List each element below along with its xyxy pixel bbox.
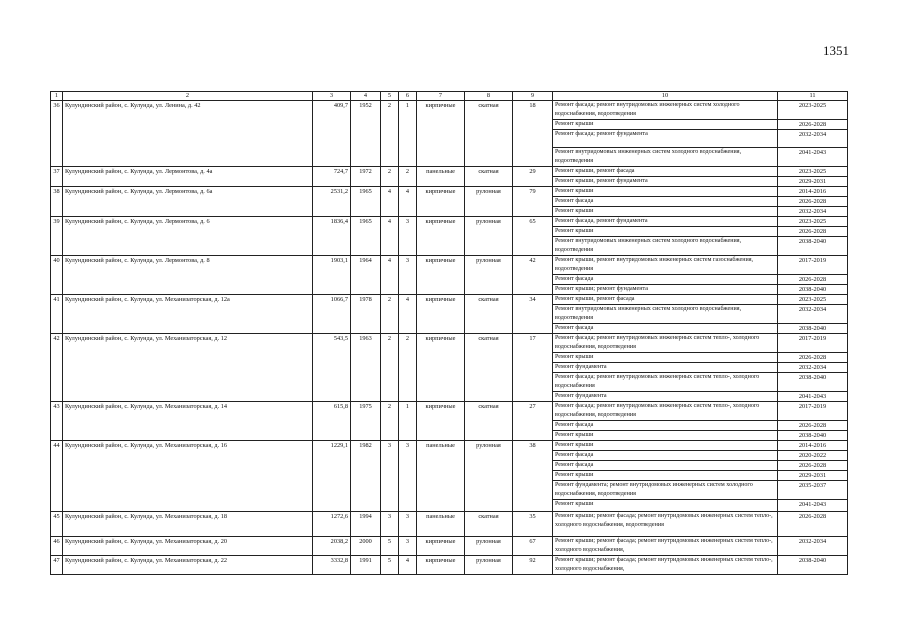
entrances-cell: 4 <box>399 187 417 217</box>
floors-cell: 2 <box>381 295 399 334</box>
repair-work-cell: Ремонт крыши <box>553 431 778 441</box>
year-cell: 1994 <box>351 512 381 537</box>
roof-type-cell: рулонная <box>465 187 513 217</box>
wall-material-cell: панельные <box>417 441 465 512</box>
area-cell: 1272,6 <box>313 512 351 537</box>
area-cell: 2038,2 <box>313 537 351 556</box>
entrances-cell: 3 <box>399 256 417 295</box>
entrances-cell: 2 <box>399 167 417 187</box>
repair-work-cell: Ремонт крыши <box>553 471 778 481</box>
apartments-cell: 38 <box>513 441 553 512</box>
area-cell: 724,7 <box>313 167 351 187</box>
apartments-cell: 17 <box>513 334 553 402</box>
floors-cell: 5 <box>381 537 399 556</box>
apartments-cell: 35 <box>513 512 553 537</box>
apartments-cell: 92 <box>513 556 553 575</box>
address-cell: Кулундинский район, с. Кулунда, ул. Механизаторская, д. 20 <box>63 537 313 556</box>
repair-period-cell: 2023-2025 <box>778 217 848 227</box>
repair-period-cell: 2026-2028 <box>778 512 848 537</box>
area-cell: 1836,4 <box>313 217 351 256</box>
row-number: 39 <box>51 217 63 256</box>
repair-period-cell: 2017-2019 <box>778 402 848 421</box>
entrances-cell: 1 <box>399 101 417 167</box>
year-cell: 1978 <box>351 295 381 334</box>
row-number: 38 <box>51 187 63 217</box>
table-row <box>51 256 848 275</box>
repair-work-cell: Ремонт крыши, ремонт фундамента <box>553 177 778 187</box>
repair-period-cell: 2029-2031 <box>778 471 848 481</box>
repair-period-cell: 2014-2016 <box>778 187 848 197</box>
roof-type-cell: скатная <box>465 101 513 167</box>
row-number: 41 <box>51 295 63 334</box>
wall-material-cell: панельные <box>417 167 465 187</box>
repair-period-cell: 2026-2028 <box>778 275 848 285</box>
area-cell: 615,8 <box>313 402 351 441</box>
repair-period-cell: 2026-2028 <box>778 197 848 207</box>
repair-period-cell: 2035-2037 <box>778 481 848 500</box>
repair-work-cell: Ремонт фасада; ремонт внутридомовых инженерных систем тепло-, холодного водоснабжения, водоотведения <box>553 334 778 353</box>
table-row <box>51 295 848 305</box>
apartments-cell: 67 <box>513 537 553 556</box>
apartments-cell: 65 <box>513 217 553 256</box>
roof-type-cell: рулонная <box>465 256 513 295</box>
entrances-cell: 2 <box>399 334 417 402</box>
wall-material-cell: кирпичные <box>417 334 465 402</box>
repair-period-cell: 2038-2040 <box>778 373 848 392</box>
area-cell: 2531,2 <box>313 187 351 217</box>
column-number: 6 <box>399 92 417 101</box>
repair-work-cell: Ремонт крыши <box>553 207 778 217</box>
repair-work-cell: Ремонт фасада, ремонт фундамента <box>553 217 778 227</box>
address-cell: Кулундинский район, с. Кулунда, ул. Механизаторская, д. 12 <box>63 334 313 402</box>
table-row <box>51 537 848 556</box>
repair-period-cell: 2038-2040 <box>778 556 848 575</box>
repair-period-cell: 2029-2031 <box>778 177 848 187</box>
floors-cell: 2 <box>381 101 399 167</box>
apartments-cell: 34 <box>513 295 553 334</box>
column-number: 7 <box>417 92 465 101</box>
repair-work-cell: Ремонт внутридомовых инженерных систем холодного водоснабжения, водоотведения <box>553 148 778 167</box>
entrances-cell: 3 <box>399 441 417 512</box>
address-cell: Кулундинский район, с. Кулунда, ул. Лермонтова, д. 8 <box>63 256 313 295</box>
floors-cell: 3 <box>381 512 399 537</box>
area-cell: 3332,8 <box>313 556 351 575</box>
repair-work-cell: Ремонт фасада <box>553 451 778 461</box>
repair-work-cell: Ремонт крыши; ремонт фасада; ремонт внутридомовых инженерных систем тепло-, холодного водоснабжения, <box>553 556 778 575</box>
address-cell: Кулундинский район, с. Кулунда, ул. Механизаторская, д. 14 <box>63 402 313 441</box>
repair-work-cell: Ремонт крыши <box>553 500 778 512</box>
year-cell: 1975 <box>351 402 381 441</box>
area-cell: 1903,1 <box>313 256 351 295</box>
entrances-cell: 3 <box>399 512 417 537</box>
repair-period-cell: 2026-2028 <box>778 461 848 471</box>
apartments-cell: 79 <box>513 187 553 217</box>
repair-period-cell: 2023-2025 <box>778 101 848 120</box>
apartments-cell: 29 <box>513 167 553 187</box>
repair-work-cell: Ремонт крыши; ремонт фундамента <box>553 285 778 295</box>
repair-period-cell: 2032-2034 <box>778 363 848 373</box>
roof-type-cell: рулонная <box>465 556 513 575</box>
wall-material-cell: кирпичные <box>417 187 465 217</box>
roof-type-cell: скатная <box>465 402 513 441</box>
repair-work-cell: Ремонт внутридомовых инженерных систем холодного водоснабжения, водоотведения <box>553 305 778 324</box>
roof-type-cell: рулонная <box>465 217 513 256</box>
apartments-cell: 18 <box>513 101 553 167</box>
table-row <box>51 187 848 197</box>
column-number: 8 <box>465 92 513 101</box>
repair-work-cell: Ремонт фасада; ремонт внутридомовых инженерных систем тепло-, холодного водоснабжения <box>553 373 778 392</box>
entrances-cell: 3 <box>399 537 417 556</box>
column-number: 4 <box>351 92 381 101</box>
wall-material-cell: кирпичные <box>417 217 465 256</box>
repair-period-cell: 2023-2025 <box>778 295 848 305</box>
repair-period-cell: 2038-2040 <box>778 285 848 295</box>
address-cell: Кулундинский район, с. Кулунда, ул. Лермонтова, д. 4а <box>63 167 313 187</box>
table-row <box>51 441 848 451</box>
repair-work-cell: Ремонт крыши <box>553 120 778 130</box>
column-number: 2 <box>63 92 313 101</box>
repair-period-cell: 2026-2028 <box>778 120 848 130</box>
repair-work-cell: Ремонт крыши <box>553 227 778 237</box>
floors-cell: 3 <box>381 441 399 512</box>
repair-period-cell: 2017-2019 <box>778 334 848 353</box>
floors-cell: 4 <box>381 217 399 256</box>
address-cell: Кулундинский район, с. Кулунда, ул. Механизаторская, д. 18 <box>63 512 313 537</box>
row-number: 36 <box>51 101 63 167</box>
table-row <box>51 334 848 353</box>
repair-work-cell: Ремонт внутридомовых инженерных систем холодного водоснабжения, водоотведения <box>553 237 778 256</box>
repair-work-cell: Ремонт крыши <box>553 187 778 197</box>
repair-period-cell: 2032-2034 <box>778 305 848 324</box>
column-number: 10 <box>553 92 778 101</box>
repair-period-cell: 2026-2028 <box>778 353 848 363</box>
table-row <box>51 512 848 537</box>
repair-work-cell: Ремонт фундамента <box>553 392 778 402</box>
floors-cell: 2 <box>381 334 399 402</box>
repair-work-cell: Ремонт фасада; ремонт внутридомовых инженерных систем тепло-, холодного водоснабжения, водоотведения <box>553 402 778 421</box>
address-cell: Кулундинский район, с. Кулунда, ул. Механизаторская, д. 12а <box>63 295 313 334</box>
repair-period-cell: 2026-2028 <box>778 227 848 237</box>
repair-period-cell: 2038-2040 <box>778 237 848 256</box>
roof-type-cell: скатная <box>465 512 513 537</box>
repair-work-cell: Ремонт фасада; ремонт внутридомовых инженерных систем холодного водоснабжения, водоотведения <box>553 101 778 120</box>
row-number: 46 <box>51 537 63 556</box>
roof-type-cell: скатная <box>465 295 513 334</box>
repair-work-cell: Ремонт фасада; ремонт фундамента <box>553 130 778 148</box>
area-cell: 1229,1 <box>313 441 351 512</box>
year-cell: 1972 <box>351 167 381 187</box>
column-number: 5 <box>381 92 399 101</box>
roof-type-cell: рулонная <box>465 537 513 556</box>
apartments-cell: 42 <box>513 256 553 295</box>
repair-registry-table <box>50 91 848 575</box>
table-row <box>51 167 848 177</box>
entrances-cell: 3 <box>399 217 417 256</box>
repair-work-cell: Ремонт крыши, ремонт фасада <box>553 295 778 305</box>
area-cell: 543,5 <box>313 334 351 402</box>
repair-work-cell: Ремонт крыши, ремонт внутридомовых инженерных систем газоснабжения, водоотведения <box>553 256 778 275</box>
entrances-cell: 1 <box>399 402 417 441</box>
year-cell: 1965 <box>351 187 381 217</box>
repair-period-cell: 2032-2034 <box>778 130 848 148</box>
repair-period-cell: 2026-2028 <box>778 421 848 431</box>
table-row <box>51 556 848 575</box>
repair-work-cell: Ремонт фундамента; ремонт внутридомовых инженерных систем холодного водоснабжения, водоотведения <box>553 481 778 500</box>
roof-type-cell: рулонная <box>465 441 513 512</box>
address-cell: Кулундинский район, с. Кулунда, ул. Механизаторская, д. 16 <box>63 441 313 512</box>
repair-work-cell: Ремонт фундамента <box>553 363 778 373</box>
table-row <box>51 217 848 227</box>
row-number: 43 <box>51 402 63 441</box>
repair-work-cell: Ремонт крыши; ремонт фасада; ремонт внутридомовых инженерных систем тепло-, холодного водоснабжения, водоотведения <box>553 512 778 537</box>
repair-work-cell: Ремонт фасада <box>553 197 778 207</box>
repair-work-cell: Ремонт крыши; ремонт фасада; ремонт внутридомовых инженерных систем тепло-, холодного водоснабжения, <box>553 537 778 556</box>
year-cell: 1963 <box>351 334 381 402</box>
repair-period-cell: 2032-2034 <box>778 207 848 217</box>
repair-period-cell: 2041-2043 <box>778 392 848 402</box>
column-number: 11 <box>778 92 848 101</box>
year-cell: 1991 <box>351 556 381 575</box>
year-cell: 1964 <box>351 256 381 295</box>
repair-work-cell: Ремонт крыши, ремонт фасада <box>553 167 778 177</box>
row-number: 44 <box>51 441 63 512</box>
repair-period-cell: 2038-2040 <box>778 431 848 441</box>
page-number: 1351 <box>823 43 849 58</box>
repair-work-cell: Ремонт крыши <box>553 441 778 451</box>
repair-work-cell: Ремонт фасада <box>553 461 778 471</box>
year-cell: 1982 <box>351 441 381 512</box>
area-cell: 1066,7 <box>313 295 351 334</box>
repair-period-cell: 2023-2025 <box>778 167 848 177</box>
wall-material-cell: кирпичные <box>417 556 465 575</box>
row-number: 47 <box>51 556 63 575</box>
column-number: 9 <box>513 92 553 101</box>
row-number: 40 <box>51 256 63 295</box>
year-cell: 1952 <box>351 101 381 167</box>
entrances-cell: 4 <box>399 295 417 334</box>
wall-material-cell: кирпичные <box>417 101 465 167</box>
address-cell: Кулундинский район, с. Кулунда, ул. Лермонтова, д. 6а <box>63 187 313 217</box>
table-row <box>51 101 848 120</box>
floors-cell: 4 <box>381 256 399 295</box>
floors-cell: 2 <box>381 167 399 187</box>
address-cell: Кулундинский район, с. Кулунда, ул. Механизаторская, д. 22 <box>63 556 313 575</box>
wall-material-cell: кирпичные <box>417 256 465 295</box>
repair-period-cell: 2032-2034 <box>778 537 848 556</box>
row-number: 37 <box>51 167 63 187</box>
address-cell: Кулундинский район, с. Кулунда, ул. Лермонтова, д. 6 <box>63 217 313 256</box>
repair-period-cell: 2020-2022 <box>778 451 848 461</box>
roof-type-cell: скатная <box>465 167 513 187</box>
repair-work-cell: Ремонт крыши <box>553 353 778 363</box>
wall-material-cell: панельные <box>417 512 465 537</box>
roof-type-cell: скатная <box>465 334 513 402</box>
area-cell: 409,7 <box>313 101 351 167</box>
column-number-row <box>51 92 848 101</box>
repair-period-cell: 2014-2016 <box>778 441 848 451</box>
repair-work-cell: Ремонт фасада <box>553 275 778 285</box>
repair-work-cell: Ремонт фасада <box>553 421 778 431</box>
repair-period-cell: 2038-2040 <box>778 324 848 334</box>
repair-period-cell: 2017-2019 <box>778 256 848 275</box>
repair-period-cell: 2041-2043 <box>778 148 848 167</box>
floors-cell: 4 <box>381 187 399 217</box>
repair-work-cell: Ремонт фасада <box>553 324 778 334</box>
year-cell: 1965 <box>351 217 381 256</box>
year-cell: 2000 <box>351 537 381 556</box>
apartments-cell: 27 <box>513 402 553 441</box>
column-number: 3 <box>313 92 351 101</box>
row-number: 42 <box>51 334 63 402</box>
column-number: 1 <box>51 92 63 101</box>
entrances-cell: 4 <box>399 556 417 575</box>
floors-cell: 5 <box>381 556 399 575</box>
row-number: 45 <box>51 512 63 537</box>
wall-material-cell: кирпичные <box>417 402 465 441</box>
floors-cell: 2 <box>381 402 399 441</box>
table-row <box>51 402 848 421</box>
wall-material-cell: кирпичные <box>417 295 465 334</box>
wall-material-cell: кирпичные <box>417 537 465 556</box>
address-cell: Кулундинский район, с. Кулунда, ул. Ленина, д. 42 <box>63 101 313 167</box>
repair-period-cell: 2041-2043 <box>778 500 848 512</box>
